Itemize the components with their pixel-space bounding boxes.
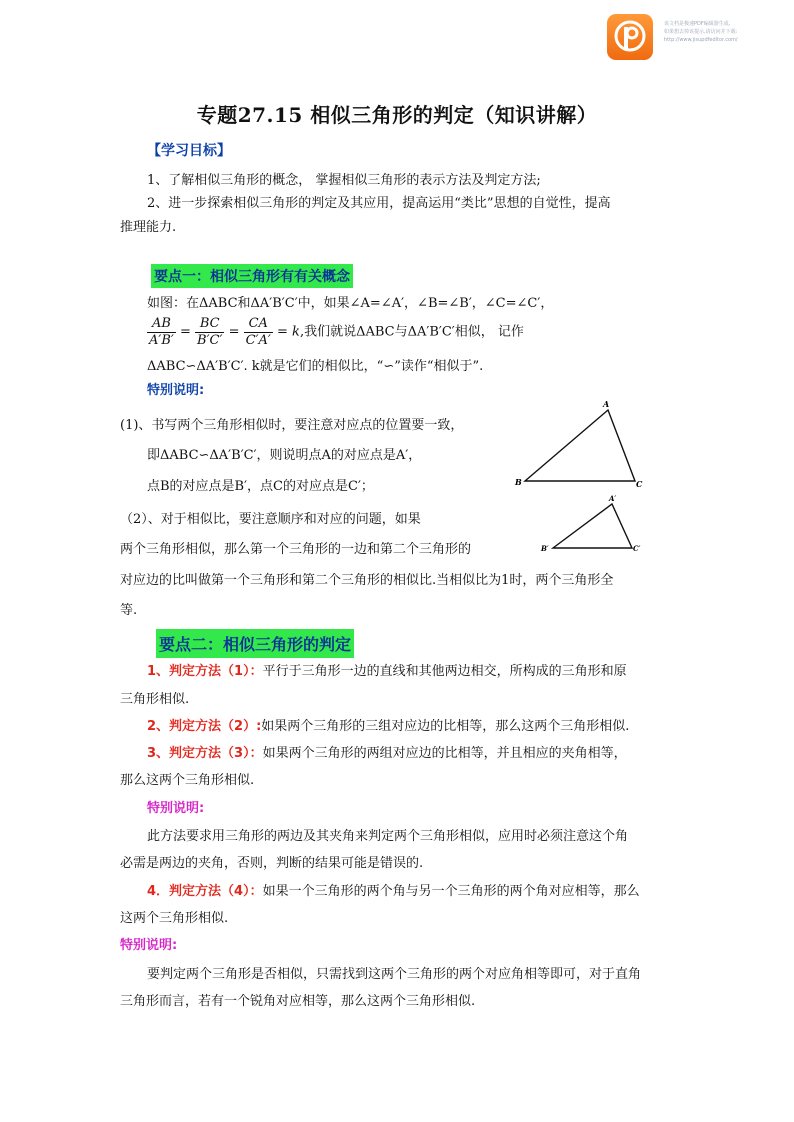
watermark-line: http://www.jisupdfeditor.com/ xyxy=(664,37,738,43)
note-line: 点B的对应点是B′，点C的对应点是C′； xyxy=(147,479,374,494)
method-3-cont: 那么这两个三角形相似. xyxy=(120,773,255,788)
equals-sign: = xyxy=(228,324,240,340)
section2-heading: 要点二：相似三角形的判定 xyxy=(156,629,354,658)
fraction-numerator: AB xyxy=(147,316,176,333)
notation-line: ΔABC∽ΔA′B′C′. k就是它们的相似比，“∽”读作“相似于”. xyxy=(147,359,484,374)
fraction-bc xyxy=(195,316,224,349)
section1-heading: 要点一：相似三角形有有关概念 xyxy=(151,264,353,288)
ratio-k: = k xyxy=(277,324,300,340)
ratio-formula xyxy=(147,316,524,356)
method-label: 3、判定方法（3）： xyxy=(147,746,263,761)
method-text: 平行于三角形一边的直线和其他两边相交，所构成的三角形和原 xyxy=(262,664,627,679)
method-3 xyxy=(147,746,627,762)
method-label: 4．判定方法（4）： xyxy=(147,884,263,899)
objectives-heading: 【学习目标】 xyxy=(147,143,231,159)
fraction-denominator: B′C′ xyxy=(197,333,223,348)
note-label: 特别说明: xyxy=(147,801,205,816)
method-text: 如果一个三角形的两个角与另一个三角形的两个角对应相等，那么 xyxy=(262,884,640,899)
note-line: 必需是两边的夹角，否则，判断的结果可能是错误的. xyxy=(120,856,424,871)
vertex-label-b: B xyxy=(515,477,522,487)
watermark-line: 该文档是极速PDF编辑器生成, xyxy=(664,21,731,27)
vertex-label-b-prime: B′ xyxy=(541,544,549,553)
page-title: 专题27.15 相似三角形的判定（知识讲解） xyxy=(196,103,598,127)
vertex-label-c-prime: C′ xyxy=(633,544,641,553)
note-line: （2）、对于相似比，要注意顺序和对应的问题，如果 xyxy=(120,512,421,527)
note-line: 即ΔABC∽ΔA′B′C′，则说明点A的对应点是A′， xyxy=(147,448,422,463)
note-line: 等. xyxy=(120,603,138,618)
method-label: 1、判定方法（1）： xyxy=(147,664,263,679)
method-label: 2、判定方法（2）: xyxy=(147,719,262,734)
fraction-numerator: BC xyxy=(195,316,224,333)
vertex-label-a-prime: A′ xyxy=(609,494,617,503)
triangle-abc xyxy=(525,410,635,481)
note-line: 此方法要求用三角形的两边及其夹角来判定两个三角形相似，应用时必须注意这个角 xyxy=(147,829,629,844)
method-1-cont: 三角形相似. xyxy=(120,692,190,707)
vertex-label-c: C xyxy=(636,479,643,489)
logo-p-icon xyxy=(607,14,653,60)
method-4-cont: 这两个三角形相似. xyxy=(120,911,229,926)
method-text: 如果两个三角形的两组对应边的比相等，并且相应的夹角相等， xyxy=(262,746,627,761)
fraction-denominator: C′A′ xyxy=(245,333,271,348)
method-4 xyxy=(147,884,640,900)
note-line: 三角形而言，若有一个锐角对应相等，那么这两个三角形相似. xyxy=(120,994,476,1009)
method-1 xyxy=(147,664,627,680)
fraction-denominator: A′B′ xyxy=(149,333,174,348)
note-line: 对应边的比叫做第一个三角形和第二个三角形的相似比.当相似比为1时，两个三角形全 xyxy=(120,573,614,588)
fraction-numerator: CA xyxy=(244,316,273,333)
objective-item: 推理能力. xyxy=(120,220,177,235)
equals-sign: = xyxy=(180,324,191,340)
ratio-tail: ,我们就说ΔABC与ΔA′B′C′相似， 记作 xyxy=(299,324,524,340)
objective-item: 1、了解相似三角形的概念， 掌握相似三角形的表示方法及判定方法; xyxy=(147,173,541,188)
method-text: 如果两个三角形的三组对应边的比相等，那么这两个三角形相似. xyxy=(261,719,630,734)
method-2 xyxy=(147,719,629,735)
fraction-ca xyxy=(244,316,273,349)
note-label: 特别说明: xyxy=(120,938,178,953)
note-line: (1)、书写两个三角形相似时，要注意对应点的位置要一致， xyxy=(120,418,464,433)
triangle-a2b2c2 xyxy=(553,504,632,548)
objective-item: 2、进一步探索相似三角形的判定及其应用，提高运用“类比”思想的自觉性，提高 xyxy=(147,196,611,211)
note-label: 特别说明: xyxy=(147,383,205,398)
watermark-line: 如果想去掉该提示,请访问并下载: xyxy=(664,29,738,35)
vertex-label-a: A xyxy=(603,399,610,409)
definition-line: 如图：在ΔABC和ΔA′B′C′中，如果∠A=∠A′，∠B=∠B′，∠C=∠C′， xyxy=(147,296,554,311)
fraction-ab xyxy=(147,316,176,349)
note-line: 要判定两个三角形是否相似，只需找到这两个三角形的两个对应角相等即可，对于直角 xyxy=(147,967,642,982)
note-line: 两个三角形相似，那么第一个三角形的一边和第二个三角形的 xyxy=(120,542,472,557)
watermark-text xyxy=(664,20,738,44)
similar-triangles-figure xyxy=(505,395,655,560)
pdf-editor-logo xyxy=(607,14,653,60)
